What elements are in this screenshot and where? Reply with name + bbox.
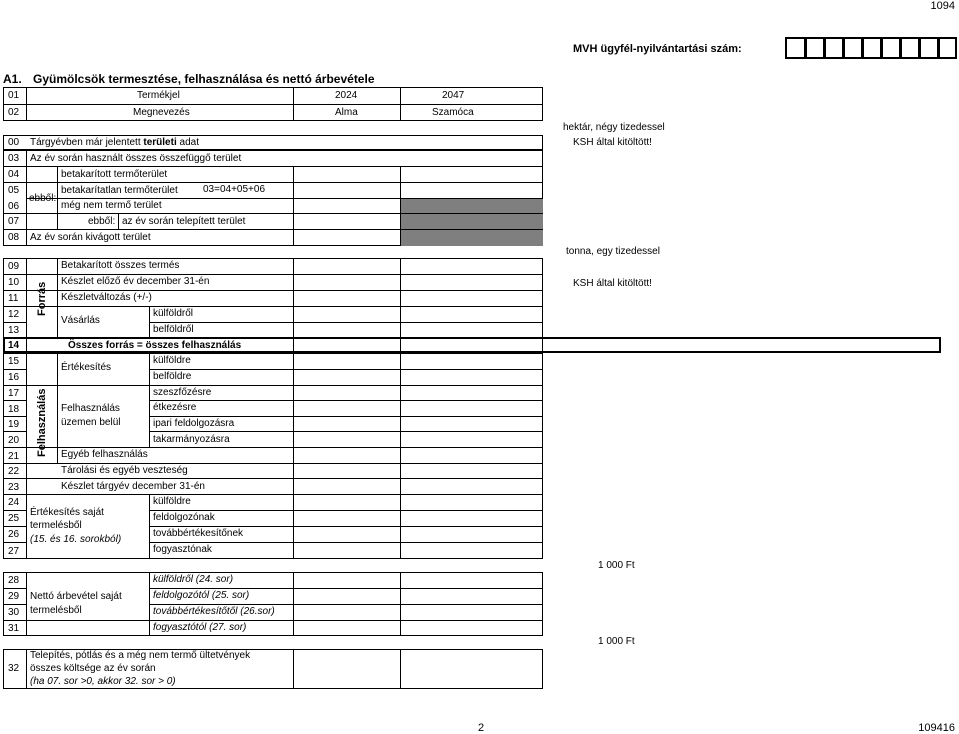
row-18-label: étkezésre xyxy=(153,402,197,413)
row-02-no: 02 xyxy=(8,107,20,118)
row-14-no: 14 xyxy=(8,340,20,351)
row-09-label: Betakarított összes termés xyxy=(61,260,180,271)
unit-ft-2: 1 000 Ft xyxy=(598,636,635,647)
row-29-no: 29 xyxy=(8,591,20,602)
row-10-no: 10 xyxy=(8,277,20,288)
shaded-cell-06 xyxy=(401,199,543,213)
felhasznalas-uzem-label-2: üzemen belül xyxy=(61,417,121,428)
row-28-label: külföldről (24. sor) xyxy=(153,574,234,585)
row-28-no: 28 xyxy=(8,575,20,586)
forras-label: Forrás xyxy=(36,281,48,316)
row-32-no: 32 xyxy=(8,663,20,674)
row-22-no: 22 xyxy=(8,466,20,477)
unit-area: hektár, négy tizedessel xyxy=(563,122,665,133)
row-02-col2: Szamóca xyxy=(432,107,474,118)
row-14-label: Összes forrás = összes felhasználás xyxy=(68,340,242,351)
row-07-label: az év során telepített terület xyxy=(122,216,246,227)
row-06-no: 06 xyxy=(8,201,20,212)
unit-ksh-1: KSH által kitöltött! xyxy=(573,137,652,148)
row-04-no: 04 xyxy=(8,169,20,180)
row-21-label: Egyéb felhasználás xyxy=(61,449,148,460)
row-31-label: fogyasztótól (27. sor) xyxy=(153,622,247,633)
unit-ksh-2: KSH által kitöltött! xyxy=(573,278,652,289)
row-19-no: 19 xyxy=(8,419,20,430)
row-05-label: betakarítatlan termőterület xyxy=(61,185,178,196)
row-31-no: 31 xyxy=(8,623,20,634)
row-13-label: belföldről xyxy=(153,324,194,335)
shaded-cell-08 xyxy=(401,230,543,246)
row-32-label-3: (ha 07. sor >0, akkor 32. sor > 0) xyxy=(30,676,176,687)
row-24-no: 24 xyxy=(8,497,20,508)
sales-group-label-3: (15. és 16. sorokból) xyxy=(30,534,122,545)
row-25-label: feldolgozónak xyxy=(153,512,215,523)
row-30-label: továbbértékesítőtől (26.sor) xyxy=(153,606,275,617)
unit-ft-1: 1 000 Ft xyxy=(598,560,635,571)
section-code: A1. xyxy=(3,72,22,86)
row-00-label: Tárgyévben már jelentett területi adat xyxy=(30,137,199,148)
row-24-label: külföldre xyxy=(153,496,191,507)
row-27-label: fogyasztónak xyxy=(153,544,212,555)
client-id-label: MVH ügyfél-nyilvántartási szám: xyxy=(573,43,742,55)
row-21-no: 21 xyxy=(8,451,20,462)
row-01-col2: 2047 xyxy=(442,90,465,101)
top-number: 1094 xyxy=(930,0,955,12)
row-20-label: takarmányozásra xyxy=(153,434,230,445)
row-32-label-1: Telepítés, pótlás és a még nem termő ültetvények xyxy=(30,650,251,661)
row-10-label: Készlet előző év december 31-én xyxy=(61,276,210,287)
row-32-label-2: összes költsége az év során xyxy=(30,663,156,674)
row-01-label: Termékjel xyxy=(137,90,180,101)
row-07-ebbol: ebből: xyxy=(88,216,116,227)
row-17-no: 17 xyxy=(8,388,20,399)
row-26-label: továbbértékesítőnek xyxy=(153,528,244,539)
formula-note: 03=04+05+06 xyxy=(203,184,266,195)
row-00-no: 00 xyxy=(8,137,20,148)
row-25-no: 25 xyxy=(8,513,20,524)
vasarlas-label: Vásárlás xyxy=(61,315,100,326)
row-27-no: 27 xyxy=(8,546,20,557)
row-15-no: 15 xyxy=(8,356,20,367)
section-title: Gyümölcsök termesztése, felhasználása és nettó árbevétele xyxy=(33,72,375,86)
row-16-no: 16 xyxy=(8,372,20,383)
row-02-label: Megnevezés xyxy=(133,107,190,118)
row-29-label: feldolgozótól (25. sor) xyxy=(153,590,250,601)
unit-tonnes: tonna, egy tizedessel xyxy=(566,246,660,257)
row-30-no: 30 xyxy=(8,607,20,618)
row-20-no: 20 xyxy=(8,435,20,446)
row-22-label: Tárolási és egyéb veszteség xyxy=(61,465,188,476)
ebbol-label: ebből: xyxy=(29,193,57,204)
row-07-no: 07 xyxy=(8,216,20,227)
row-23-label: Készlet tárgyév december 31-én xyxy=(61,481,205,492)
ertekesites-label: Értékesítés xyxy=(61,362,112,373)
row-08-label: Az év során kivágott terület xyxy=(30,232,151,243)
row-06-label: még nem termő terület xyxy=(61,200,162,211)
row-12-no: 12 xyxy=(8,309,20,320)
row-26-no: 26 xyxy=(8,529,20,540)
row-15-label: külföldre xyxy=(153,355,191,366)
row-12-label: külföldről xyxy=(153,308,194,319)
sales-group-label-2: termelésből xyxy=(30,520,82,531)
row-04-label: betakarított termőterület xyxy=(61,169,168,180)
row-01-col1: 2024 xyxy=(335,90,358,101)
row-02-col1: Alma xyxy=(335,107,358,118)
row-17-label: szeszfőzésre xyxy=(153,387,212,398)
shaded-cell-07 xyxy=(401,214,543,229)
revenue-group-label-1: Nettó árbevétel saját xyxy=(30,591,122,602)
row-11-label: Készletváltozás (+/-) xyxy=(61,292,152,303)
form-code: 109416 xyxy=(918,722,955,734)
row-03-label: Az év során használt összes összefüggő terület xyxy=(30,153,242,164)
row-18-no: 18 xyxy=(8,404,20,415)
row-16-label: belföldre xyxy=(153,371,192,382)
felhasznalas-label: Felhasználás xyxy=(36,388,48,457)
row-05-no: 05 xyxy=(8,185,20,196)
felhasznalas-uzem-label-1: Felhasználás xyxy=(61,403,120,414)
row-01-no: 01 xyxy=(8,90,20,101)
row-19-label: ipari feldolgozásra xyxy=(153,418,235,429)
row-09-no: 09 xyxy=(8,261,20,272)
row-13-no: 13 xyxy=(8,325,20,336)
row-23-no: 23 xyxy=(8,482,20,493)
row-03-no: 03 xyxy=(8,153,20,164)
page-number: 2 xyxy=(478,722,485,734)
revenue-group-label-2: termelésből xyxy=(30,605,82,616)
row-11-no: 11 xyxy=(8,293,19,304)
row-08-no: 08 xyxy=(8,232,20,243)
sales-group-label-1: Értékesítés saját xyxy=(30,507,104,518)
